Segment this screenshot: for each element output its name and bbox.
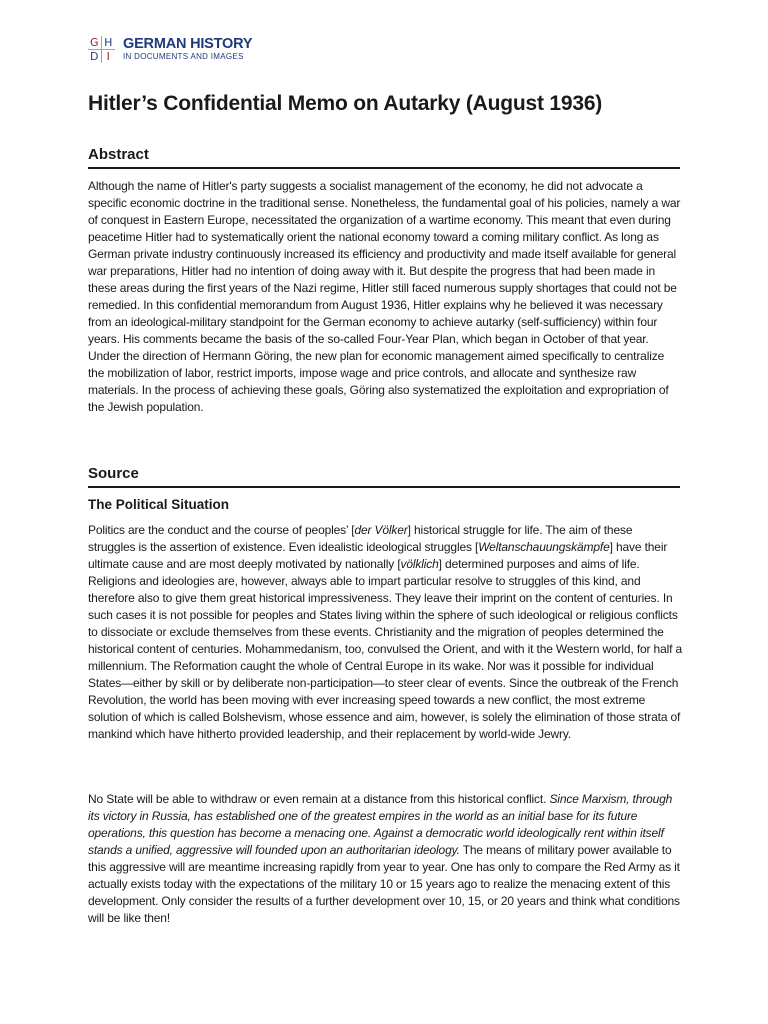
logo-letter: G [88,36,102,50]
logo-letter: H [102,36,116,50]
italic-term: Weltanschauungskämpfe [478,540,610,554]
text-run: ] have their ultimate cause and are most deeply motivated by nationally [ [88,540,668,571]
text-run: No State will be able to withdraw or even remain at a distance from this historical conflict. [88,792,550,806]
text-run: ] determined purposes and aims of life. Religions and ideologies are, however, always able to impart particular resolve to struggles of this kind, and therefore also to give them great historical impressiveness. They leave their imprint on the content of centuries. In such cases it is not possible for peoples and States living within the sphere of such ideological or religious conflicts to dissociate or exclude themselves from these events. Christianity and the migration of peoples determined the historical content of centuries. Mohammedanism, too, convulsed the Orient, and with it the Western world, for half a millennium. The Reformation caught the whole of Central Europe in its wake. Nor was it possible for individual States—either by skill or by deliberate non-participation—to steer clear of events. Since the outbreak of the French Revolution, the world has been moving with ever increasing speed towards a new conflict, the most extreme solution of which is called Bolshevism, whose essence and aim, however, is solely the elimination of those strata of mankind which have hitherto provided leadership, and their replacement by world-wide Jewry. [88,557,683,741]
ghdi-logo-icon [88,36,115,63]
italic-passage: Since Marxism, through its victory in Russia, has established one of the greatest empires in the world as an initial base for its future operations, this question has become a menacing one. Against a democratic world ideologically rent within itself stands a unified, aggressive will founded upon an authoritarian ideology. [88,792,673,857]
source-paragraph-1 [88,522,682,743]
text-run: ] historical struggle for life. The aim of these struggles is the assertion of existence. Even idealistic ideological struggles [ [88,523,633,554]
italic-term: völklich [400,557,439,571]
brand-title: GERMAN HISTORY [123,35,253,52]
brand-subtitle: IN DOCUMENTS AND IMAGES [123,52,244,62]
italic-term: der Völker [354,523,408,537]
page-title: Hitler’s Confidential Memo on Autarky (August 1936) [88,92,603,115]
source-paragraph-2 [88,791,682,927]
abstract-heading: Abstract [88,146,680,169]
site-header[interactable] [88,34,252,64]
brand [123,37,252,62]
source-heading: Source [88,465,680,488]
logo-letter: D [88,50,102,63]
logo-letter: I [106,49,110,63]
political-situation-heading: The Political Situation [88,497,230,512]
text-run: Politics are the conduct and the course of peoples’ [ [88,523,355,537]
abstract-text: Although the name of Hitler's party suggests a socialist management of the economy, he did not advocate a specific economic doctrine in the traditional sense. Nonetheless, the fundamental goal of his policies, namely a war of conquest in Eastern Europe, necessitated the organization of a wartime economy. This meant that even during peacetime Hitler had to systematically orient the national economy toward a coming military conflict. As long as German private industry continuously increased its efficiency and productivity and made itself available for general war preparations, Hitler had no intention of doing away with it. But despite the progress that had been made in these areas during the first years of the Nazi regime, Hitler still faced numerous supply shortages that could not be remedied. In this confidential memorandum from August 1936, Hitler explains why he believed it was necessary from an ideological-military standpoint for the German economy to achieve autarky (self-sufficiency) within four years. His comments became the basis of the so-called Four-Year Plan, which began in October of that year. Under the direction of Hermann Göring, the new plan for economic management aimed specifically to centralize the mobilization of labor, restrict imports, impose wage and price controls, and allocate and synthesize raw materials. In the process of achieving these goals, Göring also systematized the exploitation and expropriation of the Jewish population. [88,179,681,414]
text-run: The means of military power available to this aggressive will are meantime increasing rapidly from year to year. One has only to compare the Red Army as it actually exists today with the expectations of the military 10 or 15 years ago to realize the menacing extent of this development. Only consider the results of a further development over 10, 15, or 20 years and think what conditions will be like then! [88,843,680,925]
